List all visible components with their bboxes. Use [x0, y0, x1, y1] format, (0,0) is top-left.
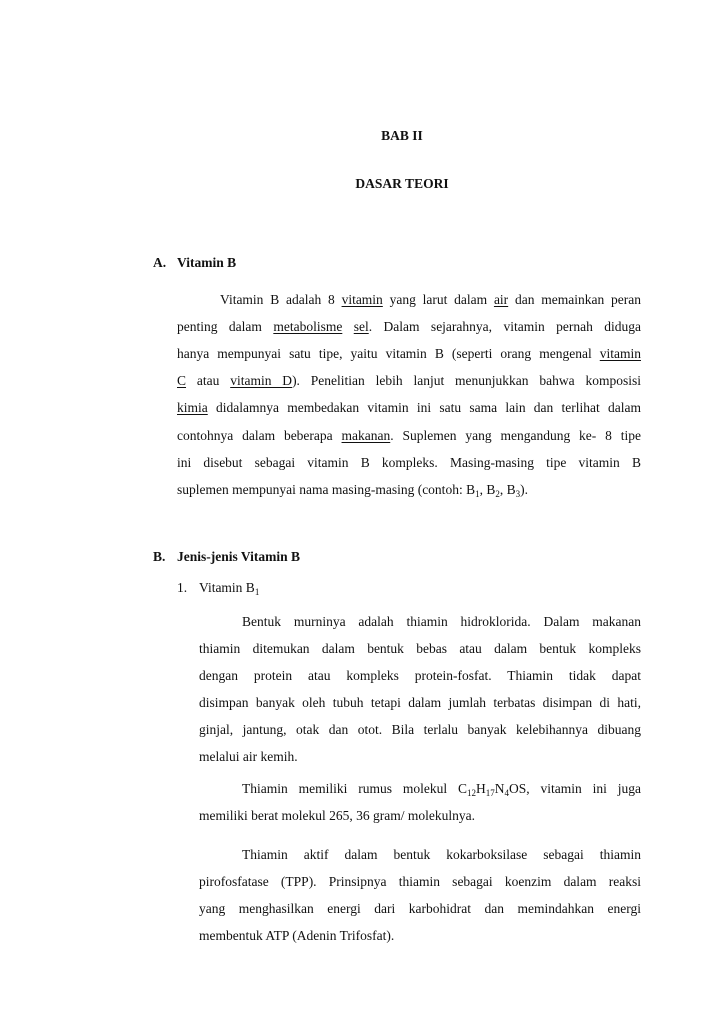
text-line: Bentuk murninya adalah thiamin hidroklorida. Dalam makanan — [242, 614, 641, 629]
text-line: Vitamin B adalah 8 vitamin yang larut dalam air dan memainkan peran — [220, 292, 641, 307]
text-line: dengan protein atau kompleks protein-fosfat. Thiamin tidak dapat — [199, 668, 641, 683]
text-line: membentuk ATP (Adenin Trifosfat). — [199, 928, 395, 943]
section-b-letter: B. — [153, 549, 166, 564]
text-line: pirofosfatase (TPP). Prinsipnya thiamin sebagai koenzim dalam reaksi — [199, 874, 641, 889]
text-line: ini disebut sebagai vitamin B kompleks. Masing-masing tipe vitamin B — [177, 454, 641, 470]
text-line: memiliki berat molekul 265, 36 gram/ molekulnya. — [199, 808, 475, 823]
text-line: thiamin ditemukan dalam bentuk bebas atau dalam bentuk kompleks — [199, 641, 641, 656]
text-line: hanya mempunyai satu tipe, yaitu vitamin B (seperti orang mengenal vitamin — [177, 346, 641, 362]
text-line: melalui air kemih. — [199, 749, 298, 764]
text-line: ginjal, jantung, otak dan otot. Bila terlalu banyak kelebihannya dibuang — [199, 722, 641, 737]
text-line: Thiamin memiliki rumus molekul $C_{12}H_{17}N_4OS$, vitamin ini juga — [242, 781, 641, 798]
text-line: C atau vitamin D). Penelitian lebih lanjut menunjukkan bahwa komposisi — [177, 373, 641, 389]
chapter-title: DASAR TEORI — [355, 176, 449, 191]
section-a-heading: Vitamin B — [177, 255, 237, 270]
text-line: Thiamin aktif dalam bentuk kokarboksilase sebagai thiamin — [242, 847, 641, 862]
chapter-number: BAB II — [381, 128, 423, 143]
list-item-number: 1. — [177, 580, 188, 595]
section-b-heading: Jenis-jenis Vitamin B — [177, 549, 301, 564]
text-line: yang menghasilkan energi dari karbohidrat dan memindahkan energi — [199, 901, 641, 916]
text-line: contohnya dalam beberapa makanan. Suplemen yang mengandung ke- 8 tipe — [177, 427, 642, 443]
list-item-title: Vitamin $B_1$ — [199, 580, 260, 597]
text-line: kimia didalamnya membedakan vitamin ini satu sama lain dan terlihat dalam — [177, 400, 641, 416]
text-line: disimpan banyak oleh tubuh tetapi dalam jumlah terbatas disimpan di hati, — [199, 695, 641, 710]
text-line: suplemen mempunyai nama masing-masing (contoh: $B_1$, $B_2$, $B_3$). — [177, 481, 528, 499]
text-line: penting dalam metabolisme sel. Dalam sejarahnya, vitamin pernah diduga — [177, 319, 642, 335]
section-a-letter: A. — [153, 255, 167, 270]
